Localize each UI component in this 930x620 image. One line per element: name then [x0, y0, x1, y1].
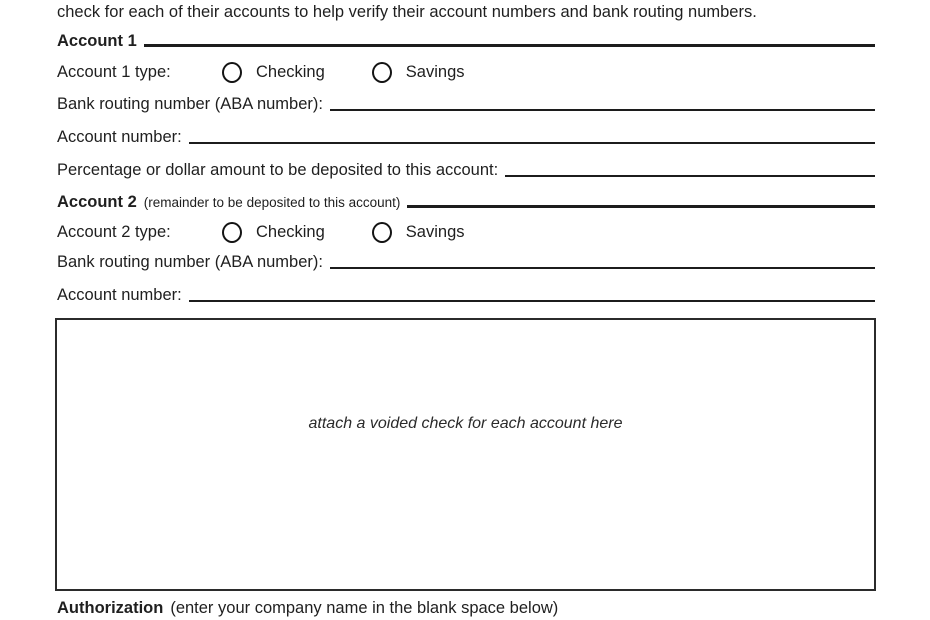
account2-header-label: Account 2: [57, 193, 137, 212]
account1-number-input-line[interactable]: [189, 142, 875, 144]
account2-section-header: [57, 190, 875, 212]
account1-number-label: Account number:: [57, 128, 182, 147]
account2-routing-label: Bank routing number (ABA number):: [57, 253, 323, 272]
authorization-header-note: (enter your company name in the blank space below): [170, 599, 559, 618]
account2-savings-radio[interactable]: [372, 222, 392, 243]
account1-type-label: Account 1 type:: [57, 62, 171, 81]
intro-text: check for each of their accounts to help verify their account numbers and bank routing numbers.: [57, 3, 757, 21]
account2-routing-row: [57, 250, 875, 272]
account1-checking-label: Checking: [256, 62, 325, 81]
account2-header-note: (remainder to be deposited to this account): [143, 195, 401, 211]
account1-savings-label: Savings: [405, 62, 465, 81]
authorization-section-header: [57, 596, 875, 618]
voided-check-attachment-box: [55, 318, 876, 591]
account1-routing-row: [57, 92, 875, 114]
account1-amount-input-line[interactable]: [505, 175, 875, 177]
account2-number-label: Account number:: [57, 286, 182, 305]
account1-amount-label: Percentage or dollar amount to be deposited to this account:: [57, 161, 499, 180]
account1-routing-label: Bank routing number (ABA number):: [57, 95, 323, 114]
account2-type-row: [57, 220, 875, 244]
account2-checking-radio[interactable]: [222, 222, 242, 243]
account1-type-row: [57, 60, 875, 84]
account1-header-label: Account 1: [57, 32, 137, 51]
account2-header-rule: [407, 205, 875, 208]
account1-checking-radio[interactable]: [222, 62, 242, 83]
account2-number-input-line[interactable]: [189, 300, 875, 302]
account1-section-header: [57, 29, 875, 51]
account1-routing-input-line[interactable]: [330, 109, 875, 111]
account1-header-rule: [144, 44, 875, 47]
account2-checking-label: Checking: [256, 222, 325, 241]
account2-routing-input-line[interactable]: [330, 267, 875, 269]
authorization-header-label: Authorization: [57, 599, 164, 618]
account1-number-row: [57, 125, 875, 147]
account1-savings-radio[interactable]: [372, 62, 392, 83]
account2-type-label: Account 2 type:: [57, 222, 171, 241]
account1-amount-row: [57, 158, 875, 180]
account2-savings-label: Savings: [405, 222, 465, 241]
account2-number-row: [57, 283, 875, 305]
attachment-instruction: attach a voided check for each account here: [308, 415, 623, 432]
